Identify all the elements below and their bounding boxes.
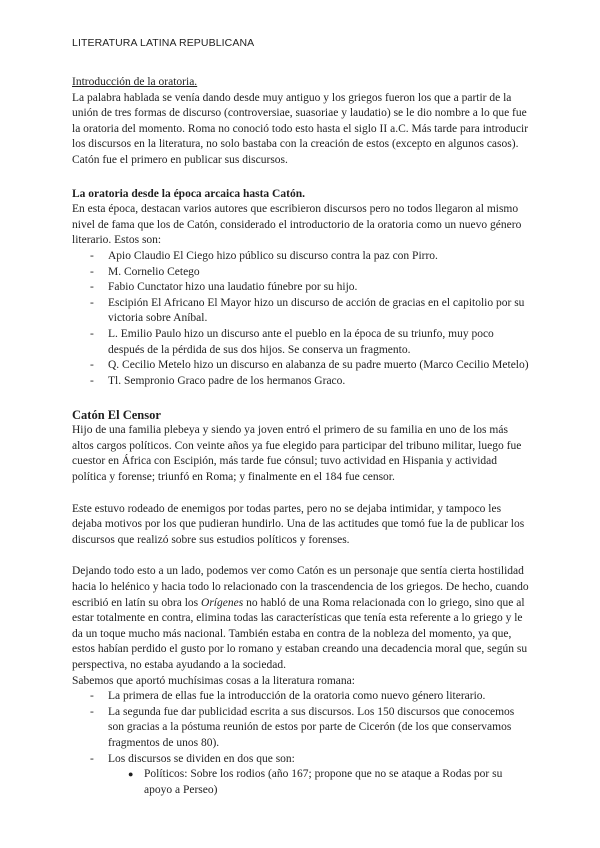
- intro-title: Introducción de la oratoria.: [72, 76, 198, 88]
- contributions-list: [72, 689, 530, 767]
- speech-types-list: [72, 767, 530, 798]
- list-item: - M. Cornelio Cetego: [90, 265, 200, 278]
- archaic-paragraph: En esta época, destacan varios autores que escribieron discursos pero no todos llegaron al mismo nivel de fama que los de Catón, considerado el introductorio de la oratoria como un nuevo género literario. Estos son:: [72, 203, 522, 247]
- caton-paragraph-3: Dejando todo esto a un lado, podemos ver como Catón es un personaje que sentía cierta hostilidad hacia lo helénico y hacia todo lo relacionado con la trascendencia de los griegos. De hecho, cuando escribió en latín su obra los Orígenes no habló de una Roma relacionada con lo griego, sino que al estar totalmente en contra, elimina todas las características que tenía esta referente a lo griego y le da un toque mucho más nacional. También estaba en contra de la nobleza del momento, ya que, estos habían perdido el gusto por lo romano y estaban creando una decadencia moral que, según su perspectiva, no estaba ayudando a la sociedad.: [72, 565, 529, 671]
- intro-paragraph: La palabra hablada se venía dando desde muy antiguo y los griegos fueron los que a partir de la unión de tres formas de discurso (controversiae, suasoriae y laudatio) se le dio nombre a lo que fue la oratoria del momento. Roma no conoció todo esto hasta el siglo II a.C. Más tarde para introducir los discursos en la literatura, no solo bastaba con la creación de estos (excepto en algunos casos). Catón fue el primero en publicar sus discursos.: [72, 91, 529, 166]
- caton-paragraph-1: Hijo de una familia plebeya y siendo ya joven entró el primero de su familia en uno de los más altos cargos políticos. Con veinte años ya fue elegido para participar del tribuno militar, luego fue cuestor en África con Escipión, más tarde fue cónsul; tuvo actividad en Hispania y actividad política y forense; triunfó en Roma; y finalmente en el 184 fue censor.: [72, 424, 522, 484]
- list-item: - Fabio Cunctator hizo una laudatio fúnebre por su hijo.: [90, 281, 358, 294]
- list-item: - Escipión El Africano El Mayor hizo un discurso de acción de gracias en el capitolio por su victoria sobre Aníbal.: [90, 296, 525, 325]
- list-item: - La segunda fue dar publicidad escrita a sus discursos. Los 150 discursos que conocemos son gracias a la póstuma reunión de estos por parte de Cicerón (de los que conservamos fragmentos de unos 80).: [90, 705, 515, 749]
- list-item: - La primera de ellas fue la introducción de la oratoria como nuevo género literario.: [90, 690, 486, 703]
- list-item: - Q. Cecilio Metelo hizo un discurso en alabanza de su padre muerto (Marco Cecilio Metelo): [90, 359, 529, 372]
- list-item: - Tl. Sempronio Graco padre de los hermanos Graco.: [90, 374, 346, 387]
- caton-title: Catón El Censor: [72, 408, 161, 423]
- list-item: ● Políticos: Sobre los rodios (año 167; propone que no se ataque a Rodas por su apoyo a Perseo): [128, 768, 503, 796]
- caton-paragraph-4: Sabemos que aportó muchísimas cosas a la literatura romana:: [72, 674, 355, 687]
- list-item: - Los discursos se dividen en dos que son:: [90, 752, 295, 765]
- caton-paragraph-2: Este estuvo rodeado de enemigos por todas partes, pero no se dejaba intimidar, y tampoco les dejaba motivos por los que pudieran hundirlo. Una de las actitudes que tomó fue la de publicar los discursos que realizó sobre sus estudios políticos y forenses.: [72, 502, 525, 546]
- archaic-title: La oratoria desde la época arcaica hasta Catón.: [72, 187, 305, 200]
- list-item: - Apio Claudio El Ciego hizo público su discurso contra la paz con Pirro.: [90, 249, 438, 262]
- list-item: - L. Emilio Paulo hizo un discurso ante el pueblo en la época de su triunfo, muy poco después de la pérdida de sus dos hijos. Se conserva un fragmento.: [90, 327, 494, 356]
- orators-list: [72, 249, 530, 389]
- document-body: [72, 75, 530, 798]
- bullet-icon: ●: [128, 769, 134, 780]
- origenes-title: Orígenes: [201, 596, 244, 609]
- page-header: LITERATURA LATINA REPUBLICANA: [72, 37, 255, 49]
